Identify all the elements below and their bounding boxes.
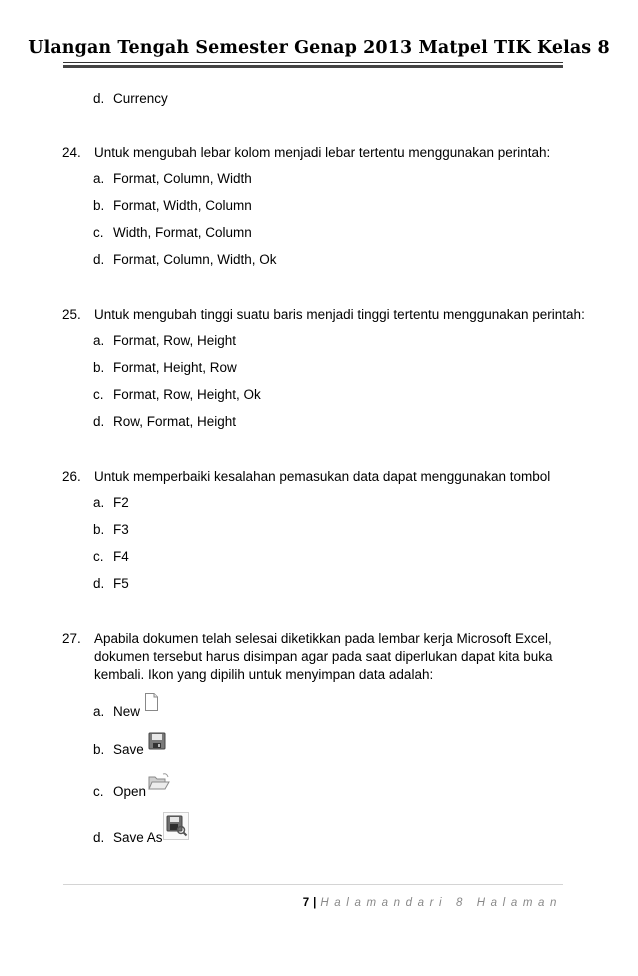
option-25-d	[93, 414, 236, 429]
option-letter: a.	[93, 333, 105, 348]
option-letter: b.	[93, 360, 105, 375]
option-26-c	[93, 549, 129, 564]
question-number: 26.	[62, 469, 81, 484]
question-27	[62, 630, 553, 684]
question-text-line-3: kembali. Ikon yang dipilih untuk menyimpan data adalah:	[94, 667, 434, 682]
option-text: Width, Format, Column	[113, 225, 252, 240]
option-text: F2	[113, 495, 129, 510]
question-text: Untuk mengubah lebar kolom menjadi lebar tertentu menggunakan perintah:	[94, 145, 551, 160]
footer-rule	[63, 884, 563, 885]
question-24	[62, 144, 550, 162]
save-floppy-icon	[148, 732, 166, 750]
option-letter: b.	[93, 198, 105, 213]
option-25-b	[93, 360, 237, 375]
question-26	[62, 468, 550, 486]
option-27-c	[93, 784, 146, 799]
option-text: Save	[113, 742, 144, 757]
header-rule-thick	[63, 65, 563, 68]
option-24-a	[93, 171, 252, 186]
question-25	[62, 306, 585, 324]
option-letter: c.	[93, 225, 104, 240]
header-rule-thin	[63, 62, 563, 63]
option-letter: c.	[93, 387, 104, 402]
question-text: Apabila dokumen telah selesai diketikkan pada lembar kerja Microsoft Excel,	[94, 631, 552, 646]
option-text: Format, Column, Width, Ok	[113, 252, 277, 267]
option-27-b	[93, 742, 144, 757]
option-text: Open	[113, 784, 147, 799]
question-text: Untuk mengubah tinggi suatu baris menjadi tinggi tertentu menggunakan perintah:	[94, 307, 585, 322]
option-26-a	[93, 495, 129, 510]
option-letter: d.	[93, 576, 105, 591]
option-25-a	[93, 333, 236, 348]
option-text: F4	[113, 549, 129, 564]
question-number: 24.	[62, 145, 81, 160]
question-text-line-2: dokumen tersebut harus disimpan agar pada saat diperlukan dapat kita buka	[94, 649, 553, 664]
option-27-d	[93, 830, 163, 845]
option-text: Format, Row, Height	[113, 333, 237, 348]
option-27-a	[93, 704, 140, 719]
option-text: Format, Column, Width	[113, 171, 252, 186]
option-26-b	[93, 522, 129, 537]
page-footer	[303, 897, 562, 909]
option-text: New	[113, 704, 141, 719]
option-text: Currency	[113, 91, 168, 106]
open-folder-icon	[147, 772, 171, 792]
footer-text: Halamandari 8 Halaman	[320, 897, 562, 909]
option-letter: d.	[93, 91, 105, 106]
option-24-c	[93, 225, 252, 240]
option-letter: a.	[93, 171, 105, 186]
option-text: Format, Height, Row	[113, 360, 237, 375]
option-letter: d.	[93, 414, 105, 429]
option-letter: d.	[93, 252, 105, 267]
option-24-b	[93, 198, 252, 213]
option-25-c	[93, 387, 261, 402]
save-as-icon	[163, 812, 189, 840]
option-text: Row, Format, Height	[113, 414, 237, 429]
option-text: Format, Row, Height, Ok	[113, 387, 261, 402]
option-26-d	[93, 576, 129, 591]
page-title: Ulangan Tengah Semester Genap 2013 Matpel TIK Kelas 8	[28, 38, 610, 58]
option-text: F5	[113, 576, 129, 591]
option-letter: c.	[93, 549, 104, 564]
option-letter: a.	[93, 495, 105, 510]
option-prev-d	[93, 91, 168, 106]
option-letter: d.	[93, 830, 105, 845]
page-number: 7	[302, 897, 310, 909]
question-text: Untuk memperbaiki kesalahan pemasukan data dapat menggunakan tombol	[94, 469, 551, 484]
option-text: Format, Width, Column	[113, 198, 252, 213]
new-document-icon	[144, 692, 159, 712]
option-letter: b.	[93, 742, 105, 757]
footer-separator: |	[313, 897, 317, 909]
option-text: F3	[113, 522, 129, 537]
option-text: Save As	[113, 830, 163, 845]
question-number: 27.	[62, 631, 81, 646]
option-letter: c.	[93, 784, 104, 799]
question-number: 25.	[62, 307, 81, 322]
option-letter: a.	[93, 704, 105, 719]
option-24-d	[93, 252, 277, 267]
option-letter: b.	[93, 522, 105, 537]
